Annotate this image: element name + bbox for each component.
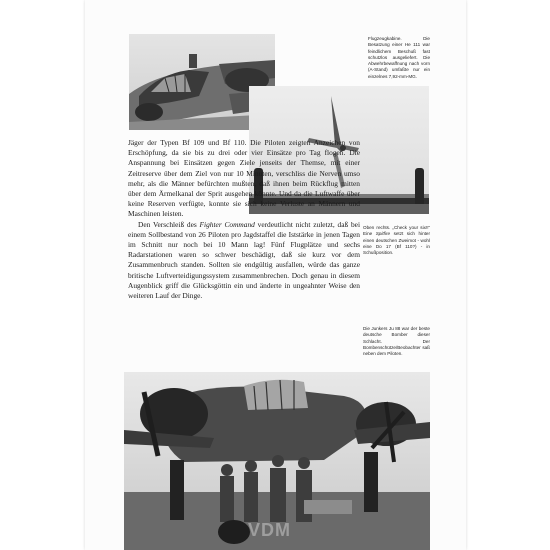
spitfire-caption [363,225,430,256]
body-paragraph-2-pre: Den Verschleiß des [138,219,200,229]
ju88-crew-photo [124,372,430,550]
body-paragraph-1 [128,138,360,220]
junkers-caption-text: Die Junkers Ju 88 war der beste deutsche Bomber dieser Schlacht. Der Bombenschütze/Beobachter saß neben dem Piloten. [363,326,430,357]
spitfire-caption-post: setzt sich hinter einen deutschen Zweimot - wohl eine Do 17 (Bf 110?) - in Schußposition. [363,231,430,256]
body-paragraph-2-post: verdeutlicht nicht zuletzt, daß bei einem Sollbestand von 26 Piloten pro Jagdstaffel die Iststärke in jenen Tagen im Schnitt nur noch bei 10 Mann lag! Fünf Flugplätze und sechs Radarstationen waren so schwer beschädigt, daß sie kurz vor dem Zusammenbruch standen. Sollten sie endgültig ausfallen, würde das ganze britische Luftverteidigungssystem zusammenbrechen. Doch genau in diesem Augenblick griff die Glücksgöttin ein und änderte in ungeahnter Weise den weiteren Lauf der Dinge. [128,219,360,301]
body-paragraph-2-em: Fighter Command [199,219,255,229]
junkers-caption [363,326,430,357]
body-paragraph-2 [128,220,360,302]
book-page [85,0,466,550]
body-paragraph-1-text: Jäger der Typen Bf 109 und Bf 110. Die Piloten zeigten Anzeichen von Erschöpfung, da sie bis zu drei oder vier Einsätze pro Tag flogen. Die Anspannung bei Einsätzen gegen Ziele jenseits der Themse, mit einer Zeitreserve über dem Ziel von nur 10 Minuten, verschliss die Nerven umso mehr, als die Männer befürchten mußten, daß ihnen beim Rückflug mitten über dem Ärmelkanal der Sprit ausgehen könnte. Und da die Luftwaffe über keine Reserven verfügte, konnte sie sich keine Verluste an Männern und Maschinen leisten. [128,138,360,219]
cockpit-caption [368,36,430,80]
spitfire-caption-pre: Oben rechts. „Check your six!!“ Eine [363,225,430,237]
cockpit-caption-text: Flugzeugkabine. Die Besatzung einer He 111 war feindlichem Beschuß fast schutzlos ausgeliefert. Die Abwehrbewaffnung nach vorn (A-Stand) umfaßte nur ein einzelnes 7,92-mm-MG. [368,36,430,79]
vdm-watermark: VDM [248,520,291,540]
spitfire-caption-em: Spitfire [375,231,391,237]
main-body-text [128,138,360,301]
